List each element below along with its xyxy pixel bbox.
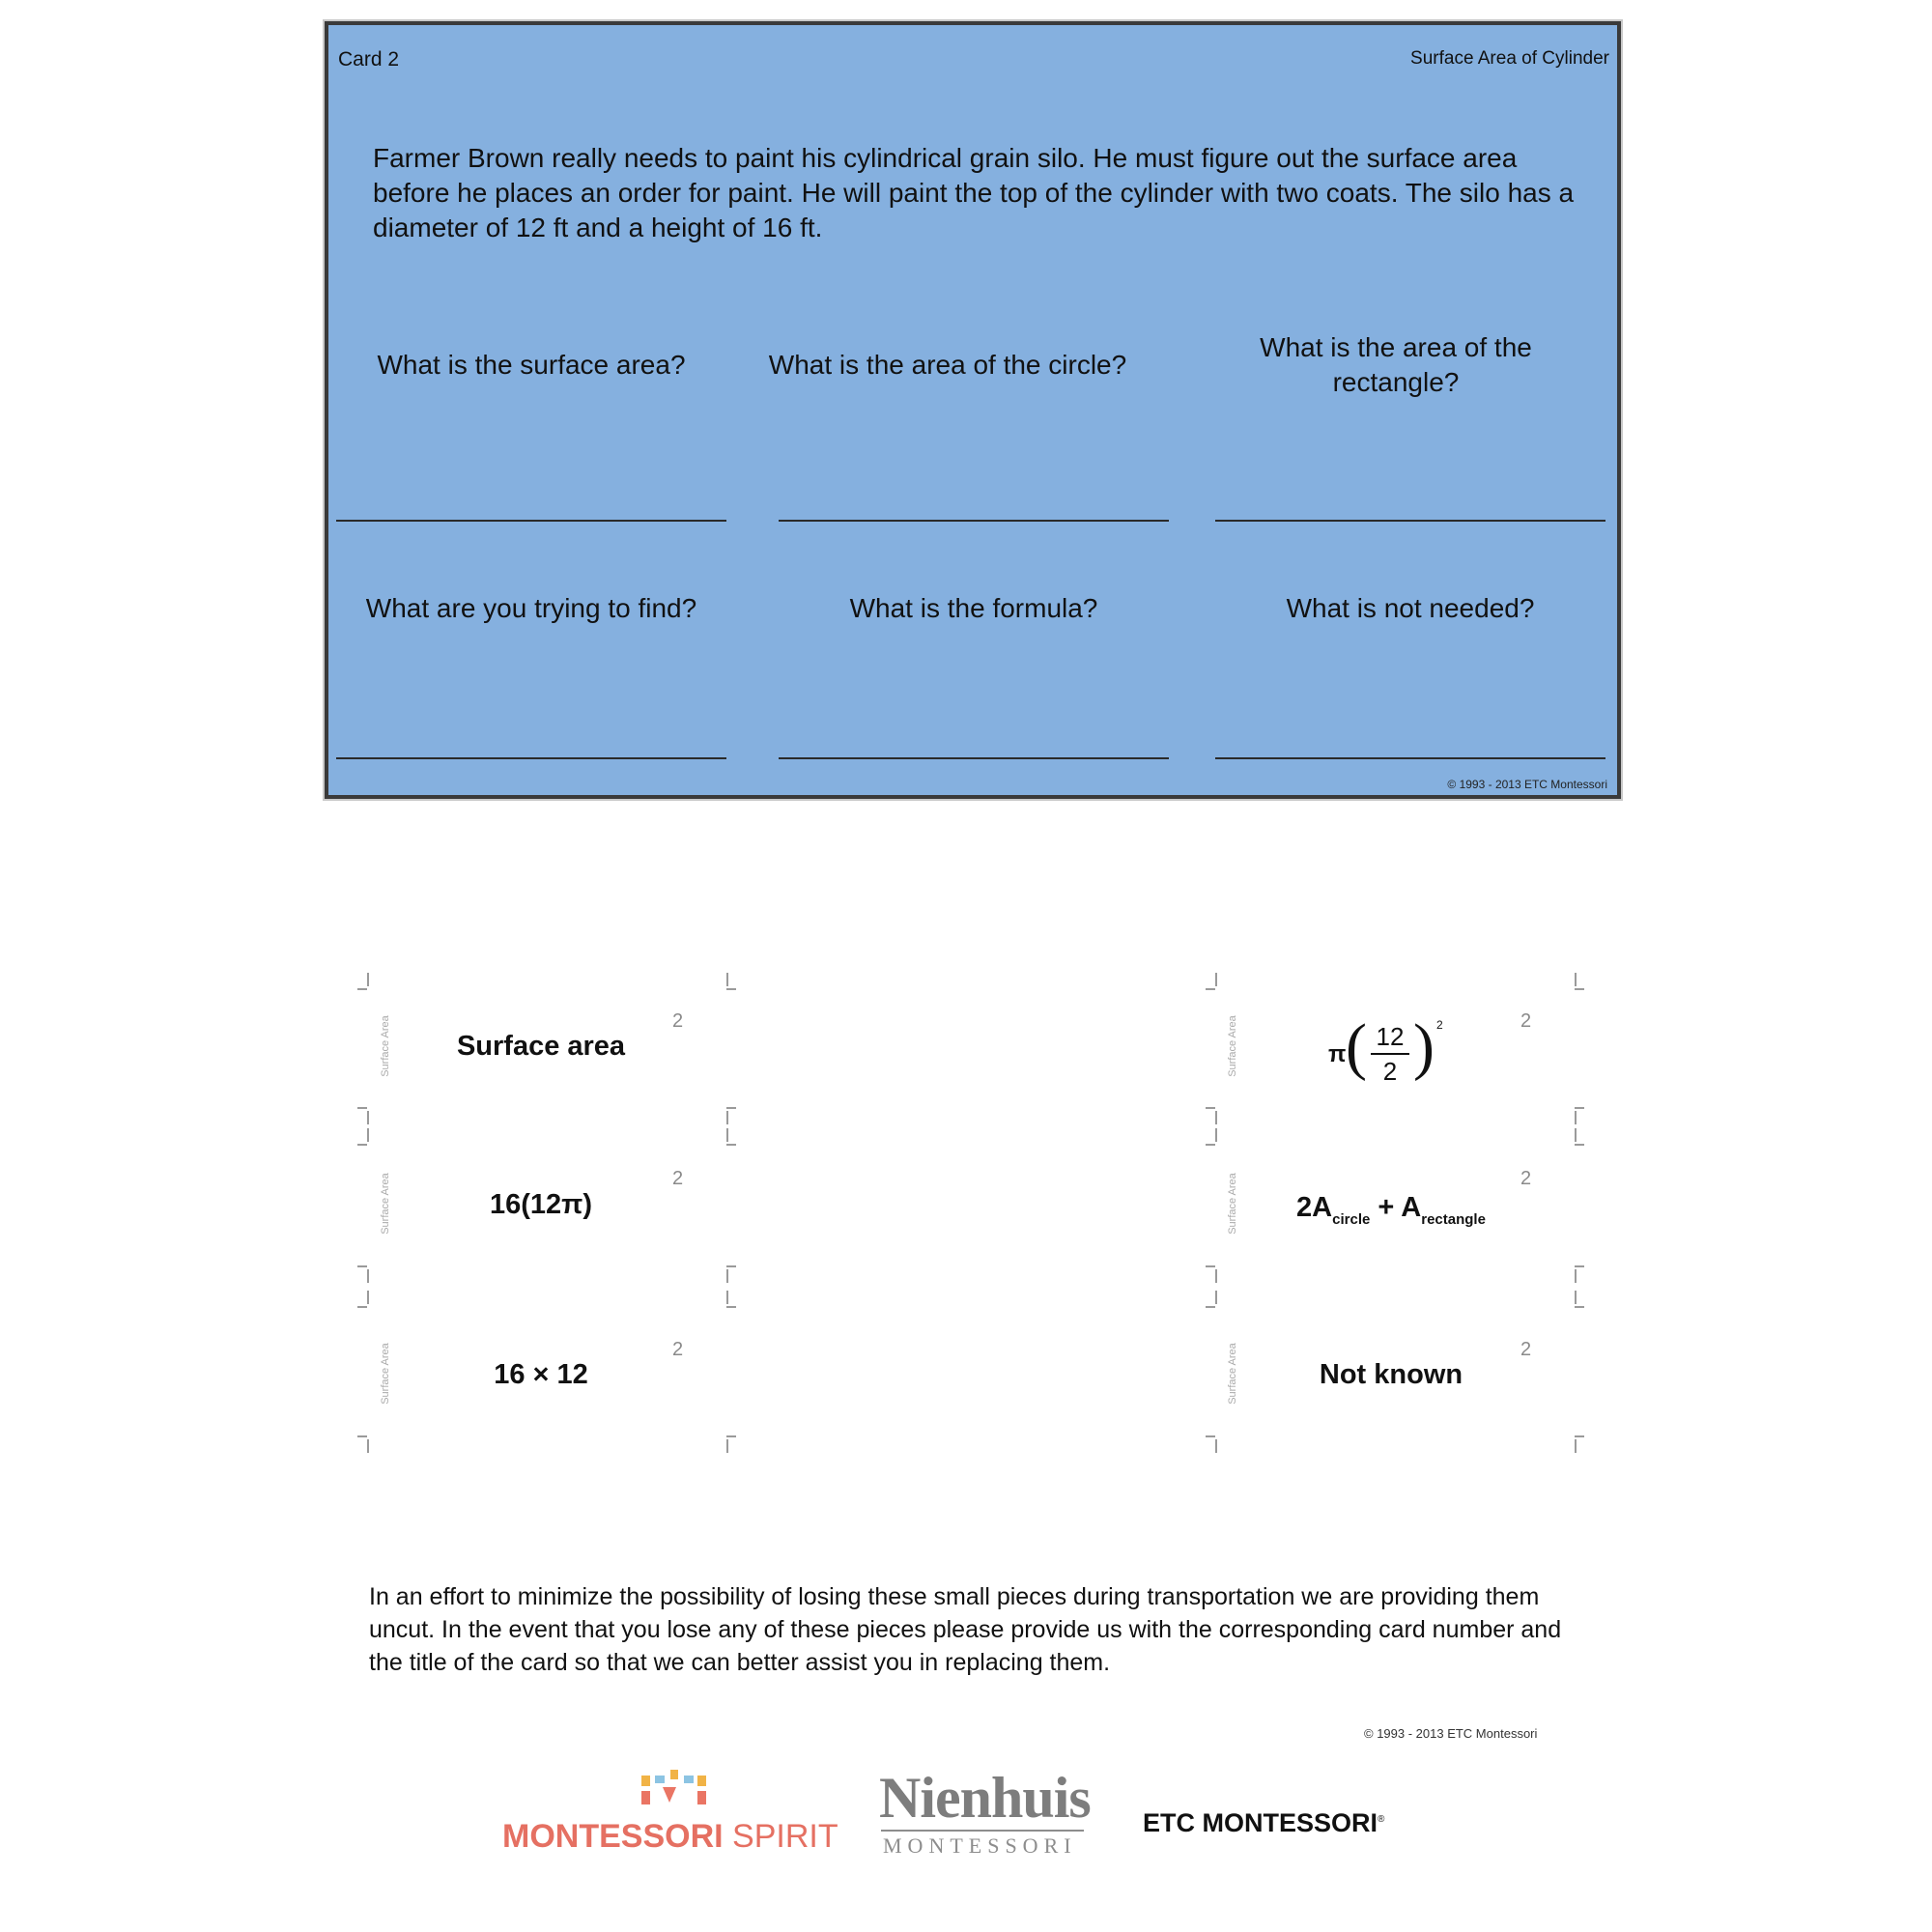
crop-mark — [363, 1291, 373, 1314]
etc-registered-mark: ® — [1378, 1814, 1385, 1825]
nienhuis-wordmark: Nienhuis — [879, 1766, 1091, 1830]
answer-line — [1215, 757, 1605, 759]
answer-line — [779, 520, 1169, 522]
crop-mark — [1211, 1128, 1221, 1151]
nienhuis-logo — [879, 1768, 1092, 1860]
formula-pi: π — [1328, 1041, 1347, 1067]
question-not-needed: What is not needed? — [1286, 593, 1535, 623]
crop-mark — [1211, 1430, 1221, 1453]
question-surface-area: What is the surface area? — [377, 350, 686, 380]
crop-mark — [1571, 973, 1580, 996]
crop-mark — [363, 1430, 373, 1453]
crop-mark — [1571, 1291, 1580, 1314]
nienhuis-rule — [881, 1830, 1084, 1832]
piece-card-number: 2 — [672, 1168, 684, 1189]
piece-card-number: 2 — [672, 1339, 684, 1360]
piece-surface-area: Surface area — [456, 1031, 626, 1062]
montessori-spirit-light: SPIRIT — [723, 1818, 838, 1855]
crop-mark — [1211, 1260, 1221, 1283]
crop-mark — [723, 973, 732, 996]
crop-mark — [1571, 1101, 1580, 1124]
formula-fraction-bar — [1371, 1053, 1409, 1055]
crop-mark — [1571, 1128, 1580, 1151]
piece-product: 16 × 12 — [494, 1359, 588, 1390]
crop-mark — [723, 1128, 732, 1151]
crop-mark — [723, 1260, 732, 1283]
card-number: Card 2 — [338, 48, 400, 71]
formula-plus-a: + A — [1370, 1192, 1422, 1223]
question-rectangle-area: What is the area of the rectangle? — [1260, 332, 1532, 397]
notice-text: In an effort to minimize the possibility of losing these small pieces during transportation we are providing them uncut. In the event that you lose any of these pieces please provide us with the corresponding card number and the title of the card so that we can better assist you in replacing them. — [369, 1583, 1562, 1676]
formula-2a: 2A — [1296, 1192, 1333, 1223]
formula-left-paren: ( — [1346, 1011, 1367, 1082]
etc-montessori-logo — [1143, 1808, 1384, 1838]
page-copyright: © 1993 - 2013 ETC Montessori — [1364, 1726, 1538, 1741]
crop-mark — [1211, 1291, 1221, 1314]
piece-card-number: 2 — [1520, 1010, 1532, 1032]
formula-circle-sub: circle — [1332, 1211, 1371, 1228]
formula-rectangle-sub: rectangle — [1421, 1211, 1486, 1228]
crop-mark — [1571, 1260, 1580, 1283]
answer-line — [336, 757, 726, 759]
piece-side-label: Surface Area — [380, 1173, 391, 1235]
piece-circle-area-formula — [1328, 1011, 1463, 1094]
formula-exponent: 2 — [1436, 1018, 1443, 1032]
crop-mark — [723, 1101, 732, 1124]
nienhuis-subtitle: MONTESSORI — [883, 1833, 1077, 1858]
montessori-spirit-bold: MONTESSORI — [502, 1818, 724, 1855]
crop-mark — [363, 1260, 373, 1283]
crop-mark — [723, 1430, 732, 1453]
montessori-spirit-mark-icon — [641, 1768, 709, 1814]
crop-mark — [723, 1291, 732, 1314]
answer-line — [336, 520, 726, 522]
piece-side-label: Surface Area — [1227, 1343, 1238, 1405]
crop-mark — [363, 973, 373, 996]
answer-line — [1215, 520, 1605, 522]
answer-line — [779, 757, 1169, 759]
piece-lateral-area: 16(12π) — [489, 1189, 593, 1220]
card-title: Surface Area of Cylinder — [1410, 48, 1609, 69]
piece-side-label: Surface Area — [380, 1343, 391, 1405]
task-card — [325, 21, 1621, 799]
question-trying-to-find: What are you trying to find? — [365, 593, 697, 623]
piece-card-number: 2 — [1520, 1168, 1532, 1189]
card-copyright: © 1993 - 2013 ETC Montessori — [1447, 778, 1607, 791]
piece-side-label: Surface Area — [380, 1015, 391, 1077]
question-circle-area: What is the area of the circle? — [768, 350, 1127, 380]
formula-right-paren: ) — [1413, 1011, 1435, 1082]
montessori-spirit-logo — [502, 1768, 840, 1855]
crop-mark — [1211, 1101, 1221, 1124]
piece-card-number: 2 — [1520, 1339, 1532, 1360]
crop-mark — [363, 1128, 373, 1151]
etc-wordmark: ETC MONTESSORI — [1143, 1808, 1378, 1837]
formula-numerator: 12 — [1376, 1022, 1405, 1051]
crop-mark — [1211, 973, 1221, 996]
piece-surface-area-formula — [1232, 1192, 1550, 1228]
crop-mark — [363, 1101, 373, 1124]
piece-not-known: Not known — [1319, 1359, 1463, 1390]
piece-card-number: 2 — [672, 1010, 684, 1032]
formula-denominator: 2 — [1382, 1057, 1398, 1086]
crop-mark — [1571, 1430, 1580, 1453]
piece-side-label: Surface Area — [1227, 1173, 1238, 1235]
problem-statement: Farmer Brown really needs to paint his cylindrical grain silo. He must figure out the surface area before he places an order for paint. He will paint the top of the cylinder with two coats. The silo has a diameter of 12 ft and a height of 16 ft. — [373, 143, 1575, 242]
question-formula: What is the formula? — [849, 593, 1098, 623]
piece-side-label: Surface Area — [1227, 1015, 1238, 1077]
